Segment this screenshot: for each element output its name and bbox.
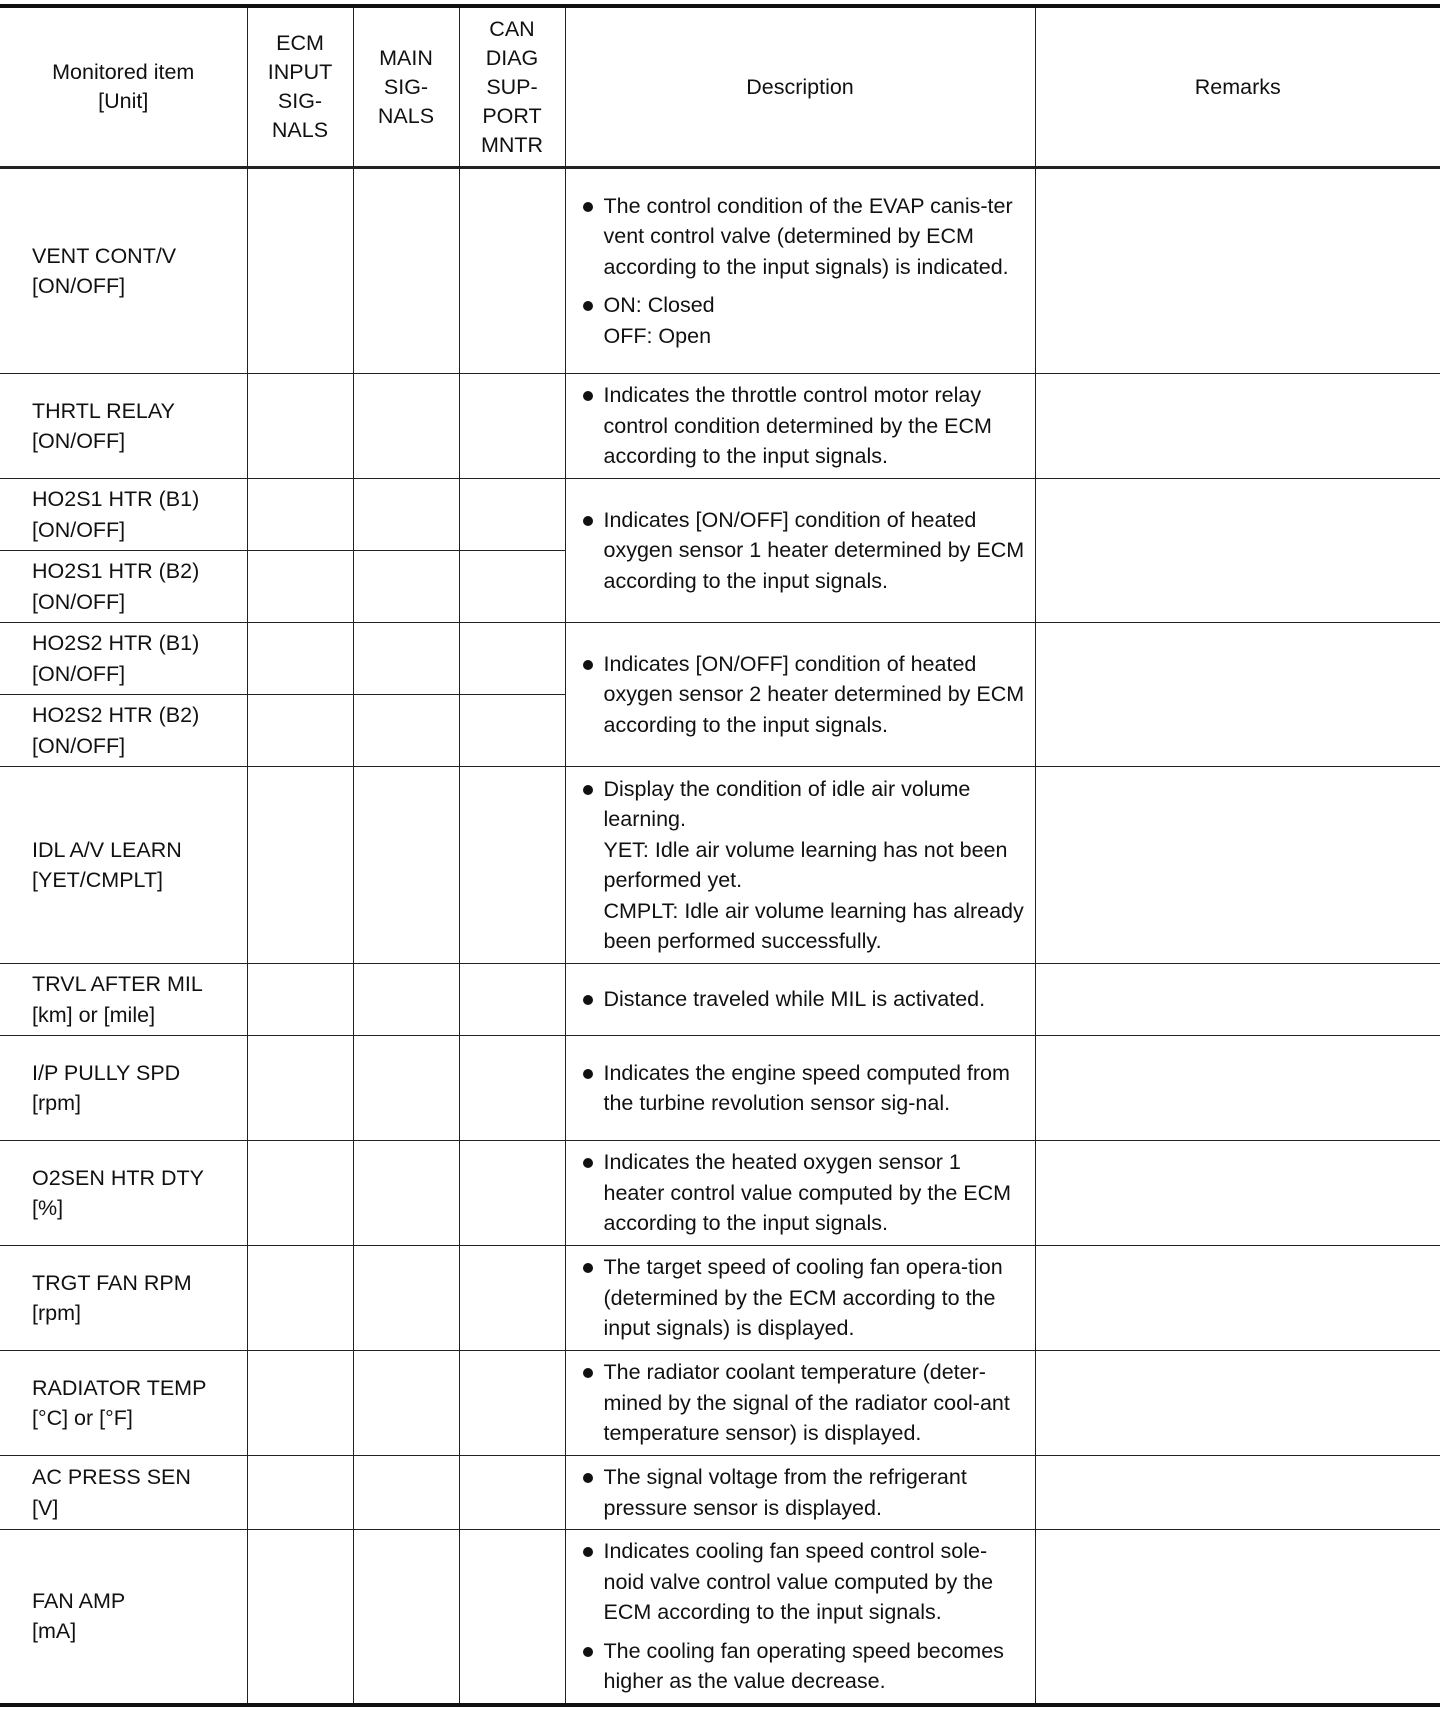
can-diag-cell (459, 551, 565, 623)
description-cell (565, 1036, 1035, 1141)
main-signals-cell (353, 1036, 459, 1141)
header-ecm-line: NALS (271, 118, 329, 142)
monitored-item-name: TRGT FAN RPM (32, 1270, 192, 1295)
table-row (0, 623, 1440, 695)
remarks-cell (1035, 964, 1440, 1036)
description-text: Indicates the throttle control motor relay control condition determined by the ECM according to the input signals. (603, 383, 992, 469)
monitored-item-cell (0, 623, 247, 695)
monitored-item-cell (0, 1351, 247, 1456)
monitored-item-unit: [km] or [mile] (32, 1002, 156, 1027)
main-signals-cell (353, 623, 459, 695)
monitored-item-cell (0, 551, 247, 623)
table-row (0, 767, 1440, 964)
ecm-input-cell (247, 374, 353, 479)
header-can-line: CAN (489, 16, 535, 41)
description-bullet (580, 649, 1027, 741)
remarks-cell (1035, 1036, 1440, 1141)
header-can-line: MNTR (480, 132, 544, 157)
description-cell (565, 623, 1035, 767)
monitored-item-cell (0, 1456, 247, 1530)
remarks-cell (1035, 374, 1440, 479)
ecm-input-cell (247, 1456, 353, 1530)
can-diag-cell (459, 964, 565, 1036)
monitored-item-unit: [%] (32, 1196, 64, 1220)
description-text: Distance traveled while MIL is activated. (603, 987, 986, 1012)
main-signals-cell (353, 1141, 459, 1246)
monitored-item-name: HO2S1 HTR (B2) (32, 559, 200, 583)
monitored-item-cell (0, 374, 247, 479)
main-signals-cell (353, 551, 459, 623)
can-diag-cell (459, 1246, 565, 1351)
remarks-cell (1035, 623, 1440, 767)
monitored-item-unit: [rpm] (32, 1301, 81, 1325)
monitored-item-unit: [°C] or [°F] (32, 1406, 133, 1430)
can-diag-cell (459, 479, 565, 551)
monitored-item-name: THRTL RELAY (32, 398, 175, 423)
description-bullet (580, 505, 1027, 597)
remarks-cell (1035, 168, 1440, 374)
monitored-item-name: TRVL AFTER MIL (32, 972, 203, 996)
monitored-item-cell (0, 1246, 247, 1351)
header-can-diag-support-mntr (459, 6, 565, 168)
monitored-item-cell (0, 1141, 247, 1246)
monitored-item-name: HO2S2 HTR (B2) (32, 703, 200, 727)
can-diag-cell (459, 623, 565, 695)
monitored-item-unit: [mA] (32, 1619, 77, 1644)
description-text: The target speed of cooling fan opera-tion (determined by the ECM according to the input signals) is displayed. (603, 1255, 1003, 1341)
description-text: The cooling fan operating speed becomes higher as the value decrease. (603, 1638, 1004, 1693)
table-row (0, 1141, 1440, 1246)
description-bullet (580, 1058, 1027, 1119)
header-can-line: SUP- (486, 74, 538, 99)
ecm-input-cell (247, 1036, 353, 1141)
description-cell (565, 1456, 1035, 1530)
description-text: The control condition of the EVAP canis-ter vent control valve (determined by ECM according to the input signals) is indicated. (603, 193, 1013, 279)
header-can-line: PORT (482, 103, 542, 128)
ecm-input-cell (247, 1246, 353, 1351)
header-ecm-input-signals (247, 6, 353, 168)
description-cell (565, 1246, 1035, 1351)
monitored-item-unit: [ON/OFF] (32, 661, 126, 686)
can-diag-cell (459, 1351, 565, 1456)
can-diag-cell (459, 1530, 565, 1705)
monitored-item-cell (0, 1530, 247, 1705)
ecm-input-cell (247, 964, 353, 1036)
main-signals-cell (353, 964, 459, 1036)
header-remarks: Remarks (1035, 6, 1440, 168)
monitored-item-unit: [YET/CMPLT] (32, 868, 164, 892)
ecm-input-cell (247, 168, 353, 374)
monitored-item-cell (0, 767, 247, 964)
header-description: Description (565, 6, 1035, 168)
remarks-cell (1035, 1246, 1440, 1351)
description-cell (565, 964, 1035, 1036)
description-text: The radiator coolant temperature (deter-mined by the signal of the radiator cool-ant temperature sensor) is displayed. (603, 1360, 1010, 1446)
description-cell (565, 1351, 1035, 1456)
monitored-item-cell (0, 695, 247, 767)
data-monitor-table-wrapper (0, 4, 1440, 1707)
ecm-input-cell (247, 767, 353, 964)
table-header-row (0, 6, 1440, 168)
description-text: Display the condition of idle air volume learning. (603, 776, 971, 831)
ecm-input-cell (247, 695, 353, 767)
table-row (0, 964, 1440, 1036)
header-unit-label: [Unit] (98, 89, 149, 113)
can-diag-cell (459, 695, 565, 767)
description-text: OFF: Open (603, 323, 712, 348)
can-diag-cell (459, 767, 565, 964)
monitored-item-unit: [ON/OFF] (32, 274, 126, 298)
description-text: Indicates cooling fan speed control sole-noid valve control value computed by the ECM according to the input signals. (603, 1539, 994, 1624)
ecm-input-cell (247, 1530, 353, 1705)
ecm-input-cell (247, 551, 353, 623)
description-bullet (580, 1147, 1027, 1239)
remarks-cell (1035, 767, 1440, 964)
description-text: The signal voltage from the refrigerant pressure sensor is displayed. (603, 1465, 967, 1520)
monitored-item-name: IDL A/V LEARN (32, 837, 182, 862)
header-main-line: NALS (377, 103, 435, 128)
remarks-cell (1035, 479, 1440, 623)
description-bullet (580, 290, 1027, 351)
monitored-item-unit: [rpm] (32, 1091, 81, 1115)
description-cell (565, 168, 1035, 374)
description-text: Indicates [ON/OFF] condition of heated oxygen sensor 1 heater determined by ECM according to the input signals. (603, 507, 1025, 593)
main-signals-cell (353, 1246, 459, 1351)
description-cell (565, 374, 1035, 479)
table-row (0, 374, 1440, 479)
monitored-item-unit: [ON/OFF] (32, 429, 126, 453)
ecm-input-cell (247, 623, 353, 695)
monitored-item-name: HO2S1 HTR (B1) (32, 487, 200, 511)
data-monitor-table (0, 4, 1440, 1707)
description-bullet (580, 1536, 1027, 1628)
ecm-input-cell (247, 1141, 353, 1246)
description-bullet (580, 191, 1027, 283)
table-row (0, 1036, 1440, 1141)
monitored-item-unit: [ON/OFF] (32, 517, 126, 542)
monitored-item-cell (0, 964, 247, 1036)
description-cell (565, 767, 1035, 964)
table-row (0, 479, 1440, 551)
can-diag-cell (459, 168, 565, 374)
monitored-item-unit: [ON/OFF] (32, 589, 126, 614)
main-signals-cell (353, 479, 459, 551)
remarks-cell (1035, 1141, 1440, 1246)
description-bullet (580, 984, 1027, 1015)
remarks-cell (1035, 1351, 1440, 1456)
description-bullet (580, 1252, 1027, 1344)
monitored-item-name: FAN AMP (32, 1588, 126, 1613)
description-cell (565, 1530, 1035, 1705)
table-row (0, 168, 1440, 374)
description-bullet (580, 1462, 1027, 1523)
main-signals-cell (353, 695, 459, 767)
header-main-signals (353, 6, 459, 168)
main-signals-cell (353, 767, 459, 964)
monitored-item-name: I/P PULLY SPD (32, 1060, 181, 1085)
monitored-item-name: O2SEN HTR DTY (32, 1165, 205, 1190)
description-cell (565, 479, 1035, 623)
monitored-item-cell (0, 479, 247, 551)
description-text: YET: Idle air volume learning has not been performed yet. (603, 837, 1008, 892)
monitored-item-name: RADIATOR TEMP (32, 1375, 207, 1400)
header-ecm-line: SIG- (277, 89, 323, 113)
remarks-cell (1035, 1530, 1440, 1705)
header-main-line: SIG- (383, 74, 429, 99)
description-bullet (580, 380, 1027, 472)
header-ecm-line: INPUT (267, 60, 333, 84)
monitored-item-unit: [ON/OFF] (32, 733, 126, 758)
header-monitored-item (0, 6, 247, 168)
main-signals-cell (353, 374, 459, 479)
main-signals-cell (353, 1351, 459, 1456)
remarks-cell (1035, 1456, 1440, 1530)
table-row (0, 1351, 1440, 1456)
description-bullet (580, 1636, 1027, 1697)
monitored-item-cell (0, 1036, 247, 1141)
can-diag-cell (459, 1141, 565, 1246)
main-signals-cell (353, 1530, 459, 1705)
description-text: Indicates the engine speed computed from the turbine revolution sensor sig-nal. (603, 1060, 1010, 1115)
description-text: CMPLT: Idle air volume learning has already been performed successfully. (603, 898, 1024, 953)
monitored-item-name: VENT CONT/V (32, 243, 177, 268)
header-can-line: DIAG (485, 45, 539, 70)
monitored-item-name: AC PRESS SEN (32, 1465, 191, 1489)
table-row (0, 1530, 1440, 1705)
description-cell (565, 1141, 1035, 1246)
main-signals-cell (353, 1456, 459, 1530)
description-bullet (580, 1357, 1027, 1449)
description-text: ON: Closed (603, 293, 715, 318)
table-row (0, 1246, 1440, 1351)
header-ecm-line: ECM (276, 31, 324, 55)
can-diag-cell (459, 1456, 565, 1530)
monitored-item-unit: [V] (32, 1495, 59, 1520)
description-text: Indicates the heated oxygen sensor 1 heater control value computed by the ECM according to the input signals. (603, 1150, 1012, 1236)
can-diag-cell (459, 1036, 565, 1141)
can-diag-cell (459, 374, 565, 479)
header-main-line: MAIN (379, 45, 433, 70)
header-monitored-item-label: Monitored item (52, 60, 195, 84)
table-row (0, 1456, 1440, 1530)
ecm-input-cell (247, 1351, 353, 1456)
monitored-item-name: HO2S2 HTR (B1) (32, 631, 200, 655)
main-signals-cell (353, 168, 459, 374)
description-bullet (580, 774, 1027, 957)
ecm-input-cell (247, 479, 353, 551)
monitored-item-cell (0, 168, 247, 374)
description-text: Indicates [ON/OFF] condition of heated oxygen sensor 2 heater determined by ECM according to the input signals. (603, 651, 1025, 737)
